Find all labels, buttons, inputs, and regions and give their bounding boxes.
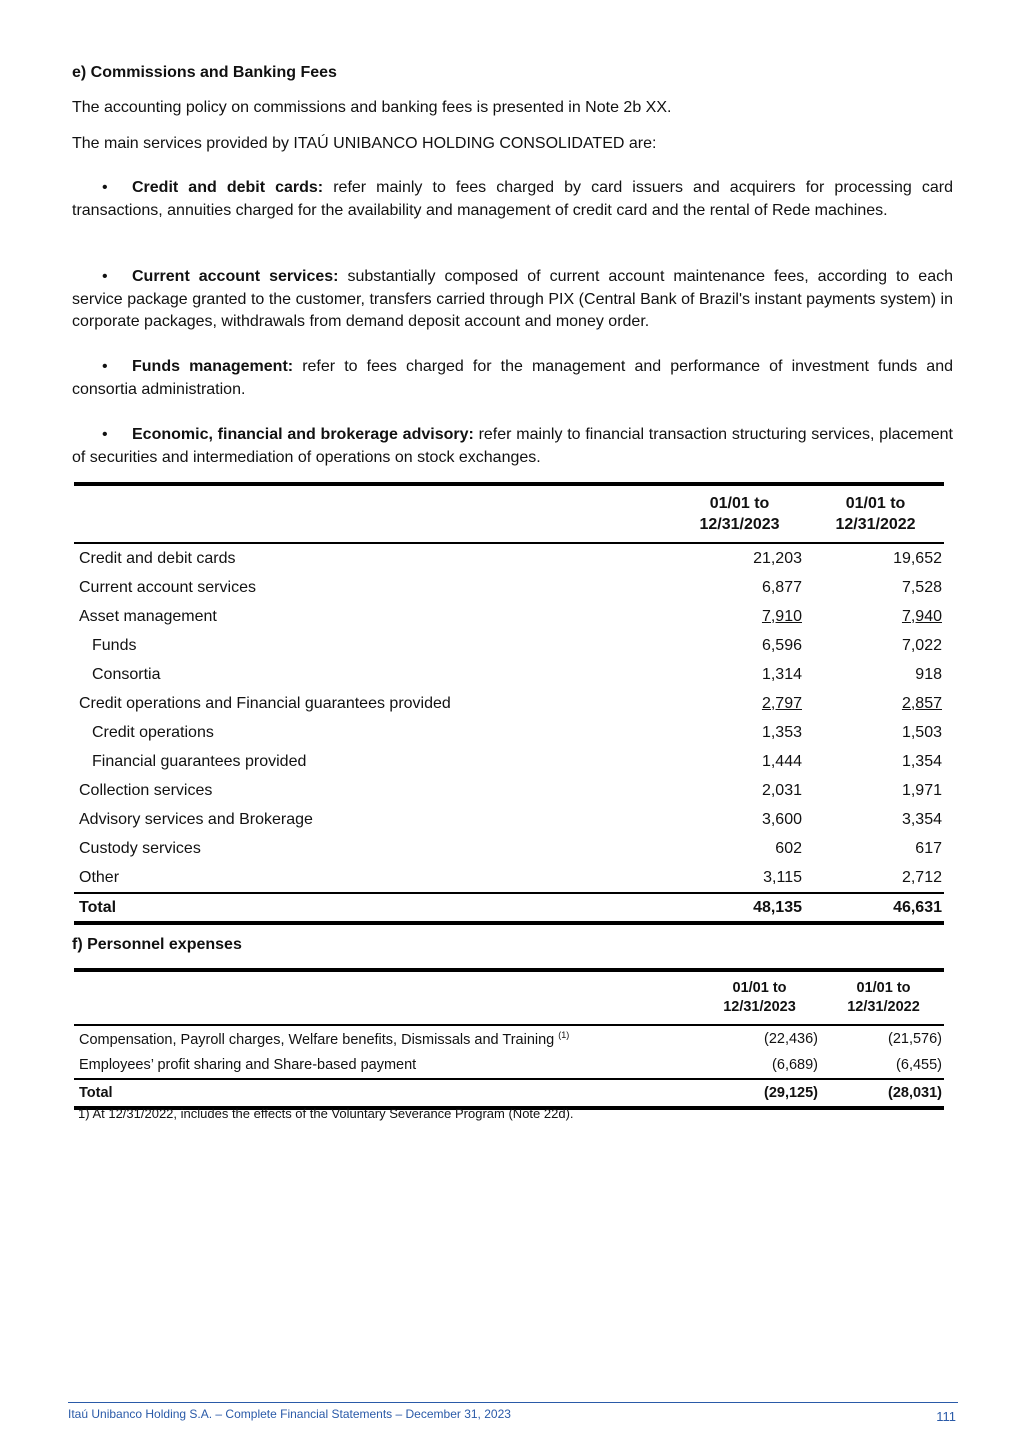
value-2023: 3,115 (763, 868, 802, 886)
table-row (74, 602, 944, 631)
value-2023: 6,596 (761, 636, 802, 654)
row-label: Asset management (79, 607, 217, 625)
value-2022-cell (804, 834, 944, 863)
bullet-icon: • (102, 179, 108, 196)
value-2022: 1,971 (901, 781, 942, 799)
table-row (74, 1025, 944, 1052)
value-2022-cell (804, 660, 944, 689)
value-2022: 617 (915, 839, 942, 857)
value-2023: 6,877 (761, 578, 802, 596)
value-2023-cell (672, 747, 804, 776)
column-header-2023: 01/01 to 12/31/2023 (672, 484, 804, 543)
table-row (74, 660, 944, 689)
bullet-term: Funds management: (132, 358, 294, 375)
table-row (74, 747, 944, 776)
section-e-heading: e) Commissions and Banking Fees (72, 64, 337, 81)
value-2022: 7,022 (901, 636, 942, 654)
value-2023-cell (672, 602, 804, 631)
value-2022-cell (804, 805, 944, 834)
value-2022: 7,940 (901, 607, 942, 625)
value-2022-cell (804, 543, 944, 573)
row-label: Current account services (79, 578, 256, 596)
value-2023: 2,797 (761, 694, 802, 712)
row-label-cell (74, 573, 672, 602)
table-row (74, 776, 944, 805)
paragraph: The accounting policy on commissions and banking fees is presented in Note 2b XX. (72, 99, 672, 116)
value-2022-cell (804, 573, 944, 602)
page-number: 111 (936, 1409, 956, 1424)
section-f-heading: f) Personnel expenses (72, 936, 242, 953)
row-label-cell (74, 805, 672, 834)
row-label: Employees’ profit sharing and Share-based payment (79, 1057, 417, 1073)
row-label-cell (74, 718, 672, 747)
footer-text: Itaú Unibanco Holding S.A. – Complete Financial Statements – December 31, 2023 (68, 1407, 511, 1421)
table-row (74, 573, 944, 602)
value-2023: 1,314 (761, 665, 802, 683)
table-row (74, 863, 944, 893)
value-2023: (29,125) (696, 1079, 820, 1108)
bullet-icon: • (102, 426, 108, 443)
row-label: Other (79, 868, 120, 886)
bullet-text: refer mainly to fees charged by card issuers and acquirers for processing card transactions, annuities charged for the availability and management of credit card and the rental of Rede machines. (72, 179, 954, 219)
value-2023-cell (672, 573, 804, 602)
table-row (74, 631, 944, 660)
row-label: Credit and debit cards (79, 549, 236, 567)
row-label-cell (74, 834, 672, 863)
value-2022: (6,455) (896, 1057, 942, 1073)
page-footer (68, 1402, 958, 1424)
value-2023: 7,910 (761, 607, 802, 625)
bullet-icon: • (102, 268, 108, 285)
row-label: Collection services (79, 781, 213, 799)
row-label-cell (74, 631, 672, 660)
table-row (74, 718, 944, 747)
value-2023-cell (672, 718, 804, 747)
row-label: Custody services (79, 839, 201, 857)
value-2023-cell (672, 543, 804, 573)
value-2023: 1,353 (761, 723, 802, 741)
column-header-2022: 01/01 to 12/31/2022 (820, 970, 944, 1025)
total-row (74, 1079, 944, 1108)
row-label-cell (74, 602, 672, 631)
row-label: Total (74, 893, 672, 923)
value-2022: 46,631 (804, 893, 944, 923)
value-2023-cell (672, 863, 804, 893)
table-row (74, 834, 944, 863)
value-2022: (28,031) (820, 1079, 944, 1108)
personnel-table (74, 968, 944, 1110)
value-2022: (21,576) (887, 1031, 942, 1047)
bullet-text: refer to fees charged for the management and performance of investment funds and consortia administration. (72, 358, 953, 398)
row-label-cell (74, 747, 672, 776)
value-2023: (6,689) (772, 1057, 818, 1073)
table-header (74, 970, 944, 1025)
value-2022-cell (804, 631, 944, 660)
value-2022-cell (804, 689, 944, 718)
row-label: Funds (92, 636, 137, 654)
row-label: Financial guarantees provided (92, 752, 307, 770)
row-label-cell (74, 863, 672, 893)
row-label-cell (74, 689, 672, 718)
value-2022-cell (804, 602, 944, 631)
value-2022-cell (804, 718, 944, 747)
value-2023: 21,203 (753, 549, 802, 567)
footnote: 1) At 12/31/2022, includes the effects of the Voluntary Severance Program (Note 22d). (78, 1106, 574, 1121)
table-row (74, 543, 944, 573)
value-2023: 1,444 (761, 752, 802, 770)
row-label: Compensation, Payroll charges, Welfare benefits, Dismissals and Training $^{(1)}$ (79, 1030, 570, 1048)
value-2023: 3,600 (761, 810, 802, 828)
row-label: Advisory services and Brokerage (79, 810, 313, 828)
value-2022: 3,354 (901, 810, 942, 828)
value-2023-cell (672, 805, 804, 834)
value-2023: (22,436) (763, 1031, 818, 1047)
value-2022-cell (804, 776, 944, 805)
table-row (74, 689, 944, 718)
bullet-item (72, 266, 953, 334)
value-2022: 19,652 (893, 549, 942, 567)
table-header (74, 484, 944, 543)
bullet-text: refer mainly to financial transaction structuring services, placement of securities and intermediation of operations on stock exchanges. (72, 426, 953, 466)
row-label: Credit operations (92, 723, 214, 741)
value-2022: 918 (915, 665, 942, 683)
row-label-cell (74, 543, 672, 573)
value-2023-cell (672, 631, 804, 660)
row-label-cell (74, 776, 672, 805)
value-2022-cell (804, 747, 944, 776)
table-row (74, 1052, 944, 1079)
value-2023-cell (672, 660, 804, 689)
value-2022: 2,712 (901, 868, 942, 886)
footnote-ref: (1) (558, 1030, 570, 1041)
column-header-2023: 01/01 to 12/31/2023 (696, 970, 820, 1025)
row-label-cell (74, 660, 672, 689)
bullet-item (72, 177, 953, 222)
paragraph: The main services provided by ITAÚ UNIBANCO HOLDING CONSOLIDATED are: (72, 135, 657, 152)
value-2023: 2,031 (761, 781, 802, 799)
value-2022: 2,857 (901, 694, 942, 712)
bullet-item (72, 424, 953, 469)
table-row (74, 805, 944, 834)
value-2023-cell (672, 834, 804, 863)
value-2022: 7,528 (901, 578, 942, 596)
commissions-table (74, 482, 944, 925)
bullet-term: Current account services: (132, 268, 339, 285)
bullet-item (72, 356, 953, 401)
value-2022: 1,354 (901, 752, 942, 770)
value-2022: 1,503 (901, 723, 942, 741)
bullet-term: Credit and debit cards: (132, 179, 324, 196)
bullet-text: substantially composed of current account maintenance fees, according to each service package granted to the customer, transfers carried through PIX (Central Bank of Brazil's instant payments system) in corporate packages, withdrawals from demand deposit account and money order. (72, 268, 953, 330)
total-row (74, 893, 944, 923)
row-label: Total (74, 1079, 696, 1108)
row-label: Credit operations and Financial guarantees provided (79, 694, 451, 712)
value-2023: 48,135 (672, 893, 804, 923)
value-2022-cell (804, 863, 944, 893)
bullet-term: Economic, financial and brokerage advisory: (132, 426, 474, 443)
value-2023: 602 (775, 839, 802, 857)
column-header-2022: 01/01 to 12/31/2022 (804, 484, 944, 543)
bullet-icon: • (102, 358, 108, 375)
value-2023-cell (672, 776, 804, 805)
row-label: Consortia (92, 665, 161, 683)
value-2023-cell (672, 689, 804, 718)
